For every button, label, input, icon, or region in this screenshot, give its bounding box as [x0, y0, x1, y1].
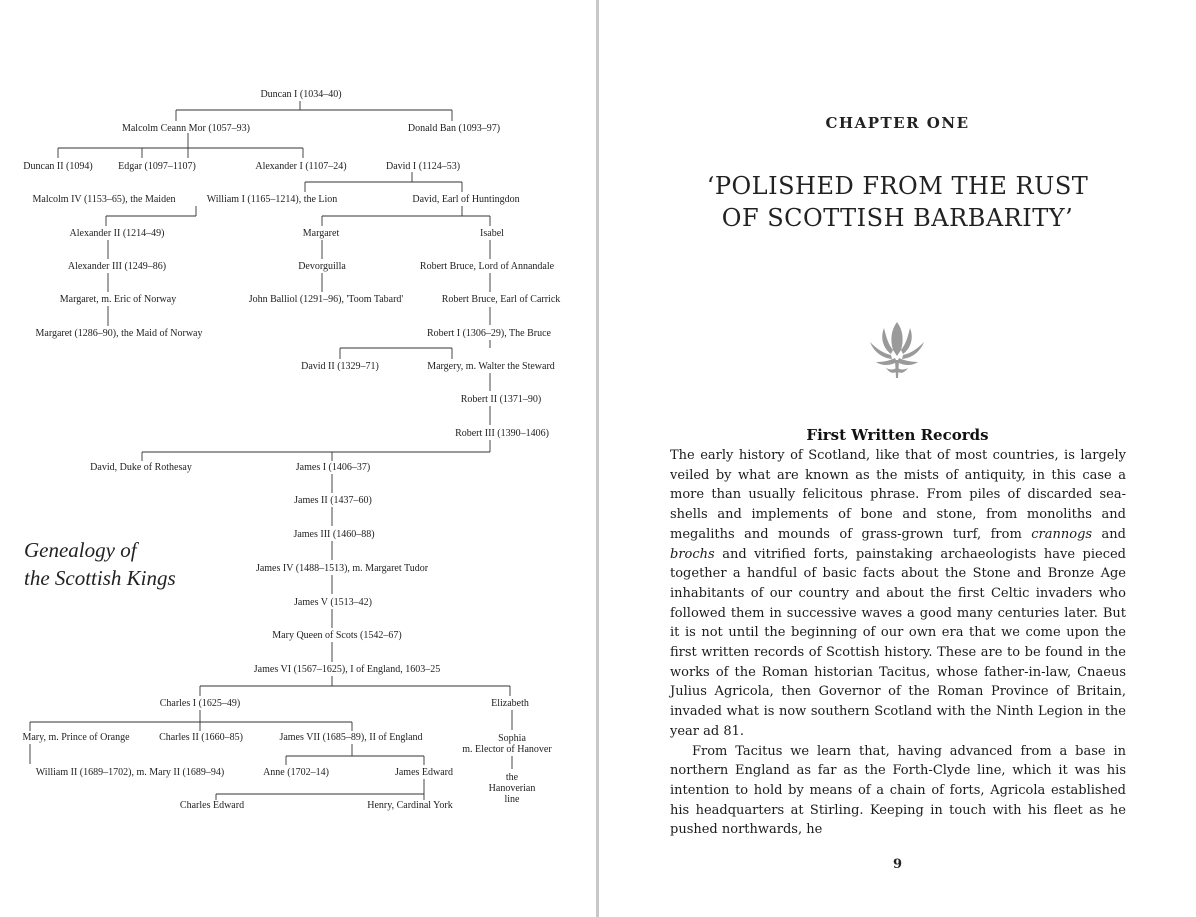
node-james5: James V (1513–42)	[294, 597, 372, 608]
paragraph-1	[670, 446, 1126, 742]
node-james2: James II (1437–60)	[294, 495, 372, 506]
node-isabel: Isabel	[480, 228, 504, 239]
genealogy-title-line1: Genealogy of	[24, 538, 137, 562]
node-bruce-carrick: Robert Bruce, Earl of Carrick	[441, 294, 561, 305]
genealogy-title	[24, 536, 176, 592]
chapter-title-line2: OF SCOTTISH BARBARITY’	[721, 204, 1074, 232]
node-mary-orange: Mary, m. Prince of Orange	[22, 732, 130, 743]
node-malcolm3: Malcolm Ceann Mor (1057–93)	[121, 123, 251, 134]
lotus-ornament-icon	[862, 318, 932, 382]
node-anne: Anne (1702–14)	[263, 767, 329, 778]
node-charles2: Charles II (1660–85)	[159, 732, 243, 743]
left-page	[0, 0, 596, 917]
chapter-title	[599, 170, 1196, 234]
node-david1: David I (1124–53)	[385, 161, 461, 172]
node-malcolm4: Malcolm IV (1153–65), the Maiden	[32, 194, 176, 205]
term-brochs: brochs	[670, 546, 715, 562]
chapter-label: CHAPTER ONE	[825, 114, 970, 132]
node-hanoverian-line-3: line	[504, 794, 520, 805]
chapter-title-line1: ‘POLISHED FROM THE RUST	[706, 172, 1089, 200]
page-number: 9	[892, 857, 903, 872]
right-page	[599, 0, 1196, 917]
node-james3: James III (1460–88)	[293, 529, 375, 540]
node-charles1: Charles I (1625–49)	[159, 698, 241, 709]
node-margaret-huntingdon: Margaret	[302, 228, 340, 239]
paragraph-1-part-b: and	[1092, 526, 1127, 542]
node-balliol: John Balliol (1291–96), 'Toom Tabard'	[248, 294, 404, 305]
node-sophia: Sophia	[498, 733, 526, 744]
node-david-huntingdon: David, Earl of Huntingdon	[412, 194, 520, 205]
node-james-edward: James Edward	[394, 767, 454, 778]
body-text	[670, 446, 1126, 840]
genealogy-tree	[0, 0, 596, 917]
paragraph-1-part-a: The early history of Scotland, like that of most countries, is largely veiled by what are known as the mists of antiquity, in this case a more than usually felicitous phrase. From piles of discarded sea-shells and implements of bone and stone, from monoliths and megaliths and mounds of grass-grown turf, from	[670, 448, 1126, 542]
node-henry-cardinal-york: Henry, Cardinal York	[367, 800, 453, 811]
node-robert2: Robert II (1371–90)	[460, 394, 542, 405]
node-mary-queen-of-scots: Mary Queen of Scots (1542–67)	[272, 630, 402, 641]
node-james1: James I (1406–37)	[295, 462, 371, 473]
node-edgar: Edgar (1097–1107)	[118, 161, 196, 172]
node-elector-hanover: m. Elector of Hanover	[462, 744, 552, 755]
node-marjory: Margery, m. Walter the Steward	[427, 361, 555, 372]
section-heading: First Written Records	[806, 426, 989, 444]
tree-connectors	[30, 101, 512, 800]
node-rothesay: David, Duke of Rothesay	[90, 462, 192, 473]
node-elizabeth: Elizabeth	[491, 698, 529, 709]
node-hanoverian-line-2: Hanoverian	[488, 783, 536, 794]
paragraph-1-part-c: and vitrified forts, painstaking archaeologists have pieced together a handful of basic facts about the Stone and Bronze Age inhabitants of our country and about the first Celtic invaders who followed them in successive waves a good many centuries later. But it is not until the beginning of our own era that we come upon the first written records of Scottish history. These are to be found in the works of the Roman historian Tacitus, whose father-in-law, Cnaeus Julius Agricola, then Governor of the Roman Province of Britain, invaded what is now southern Scotland with the Ninth Legion in the year ad 81.	[670, 546, 1126, 739]
node-robert1: Robert I (1306–29), The Bruce	[427, 328, 551, 339]
paragraph-2: From Tacitus we learn that, having advanced from a base in northern England as far as the Forth-Clyde line, which it was his intention to hold by means of a chain of forts, Agricola established his headquarters at Stirling. Keeping in touch with his fleet as he pushed northwards, he	[670, 743, 1126, 838]
node-james7: James VII (1685–89), II of England	[279, 732, 423, 743]
node-margaret-norway: Margaret, m. Eric of Norway	[59, 294, 177, 305]
node-hanoverian-line-1: the	[505, 772, 519, 783]
genealogy-title-line2: the Scottish Kings	[24, 566, 176, 590]
node-james6: James VI (1567–1625), I of England, 1603–25	[253, 664, 441, 675]
node-william1: William I (1165–1214), the Lion	[206, 194, 338, 205]
node-bruce-annandale: Robert Bruce, Lord of Annandale	[419, 261, 555, 272]
node-duncan2: Duncan II (1094)	[23, 161, 93, 172]
term-crannogs: crannogs	[1031, 526, 1093, 542]
node-donaldban: Donald Ban (1093–97)	[407, 123, 501, 134]
node-alexander3: Alexander III (1249–86)	[67, 261, 167, 272]
node-alexander1: Alexander I (1107–24)	[255, 161, 347, 172]
node-james4: James IV (1488–1513), m. Margaret Tudor	[255, 563, 429, 574]
node-devorguilla: Devorguilla	[298, 261, 346, 272]
node-charles-edward: Charles Edward	[179, 800, 245, 811]
node-william2: William II (1689–1702), m. Mary II (1689–94)	[35, 767, 225, 778]
node-alexander2: Alexander II (1214–49)	[69, 228, 165, 239]
node-david2: David II (1329–71)	[301, 361, 379, 372]
node-maid-of-norway: Margaret (1286–90), the Maid of Norway	[35, 328, 203, 339]
node-duncan1: Duncan I (1034–40)	[260, 89, 342, 100]
node-robert3: Robert III (1390–1406)	[455, 428, 549, 439]
